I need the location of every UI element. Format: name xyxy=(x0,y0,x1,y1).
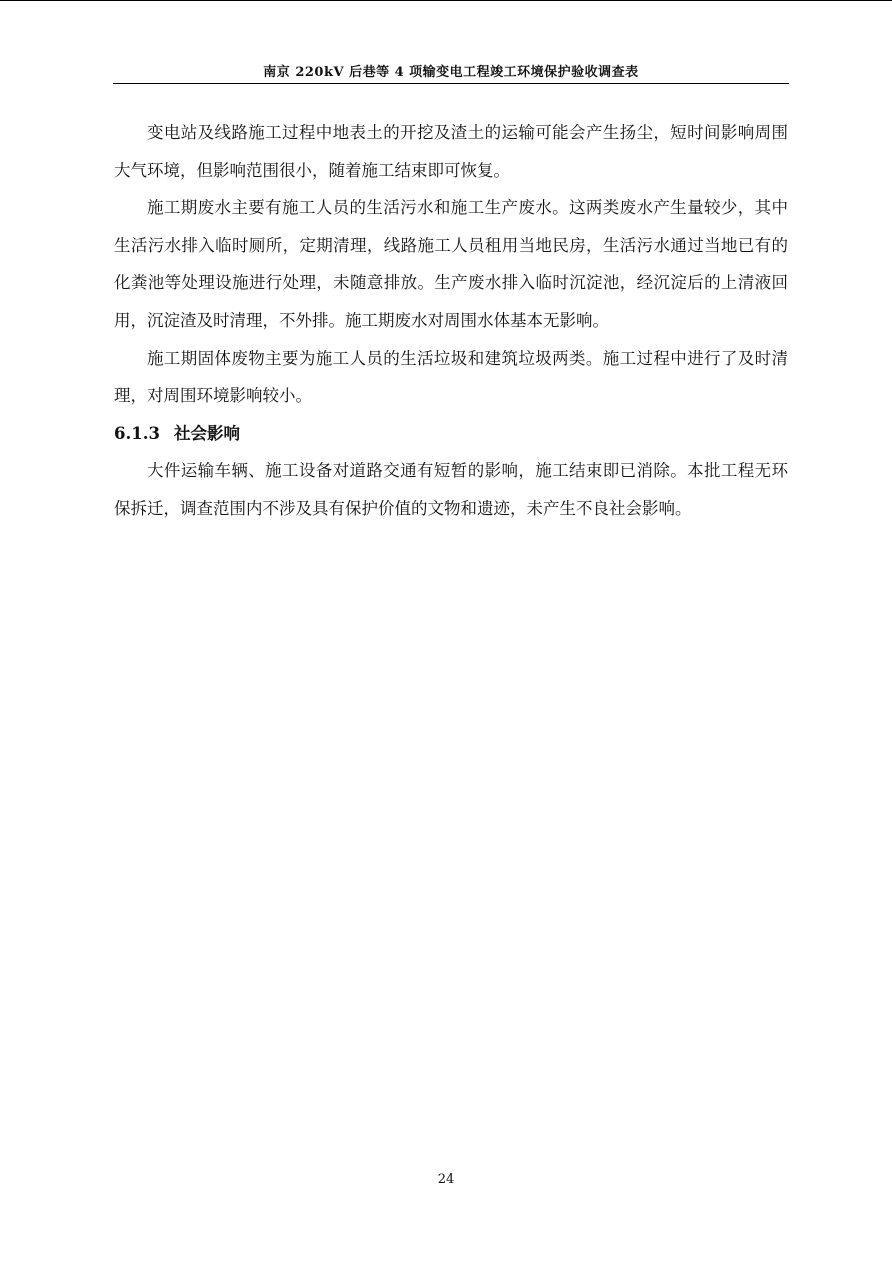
section-number: 6.1.3 xyxy=(114,423,160,443)
paragraph-social-impact: 大件运输车辆、施工设备对道路交通有短暂的影响，施工结束即已消除。本批工程无环保拆迁，调查范围内不涉及具有保护价值的文物和遗迹，未产生不良社会影响。 xyxy=(114,461,788,518)
header-rule xyxy=(113,83,789,84)
paragraph-dust: 变电站及线路施工过程中地表土的开挖及渣土的运输可能会产生扬尘，短时间影响周围大气环境，但影响范围很小，随着施工结束即可恢复。 xyxy=(114,123,788,180)
top-border-rule xyxy=(0,0,892,1)
page-header-title: 南京 220kV 后巷等 4 项输变电工程竣工环境保护验收调查表 xyxy=(263,65,639,80)
paragraph-wastewater: 施工期废水主要有施工人员的生活污水和施工生产废水。这两类废水产生量较少，其中生活污水排入临时厕所，定期清理，线路施工人员租用当地民房，生活污水通过当地已有的化粪池等处理设施进行处理，未随意排放。生产废水排入临时沉淀池，经沉淀后的上清液回用，沉淀渣及时清理，不外排。施工期废水对周围水体基本无影响。 xyxy=(114,198,788,330)
section-heading xyxy=(114,415,788,453)
section-title: 社会影响 xyxy=(173,423,240,443)
document-body xyxy=(114,114,788,528)
page-number: 24 xyxy=(437,1172,455,1187)
paragraph-solid-waste: 施工期固体废物主要为施工人员的生活垃圾和建筑垃圾两类。施工过程中进行了及时清理，对周围环境影响较小。 xyxy=(114,348,788,406)
